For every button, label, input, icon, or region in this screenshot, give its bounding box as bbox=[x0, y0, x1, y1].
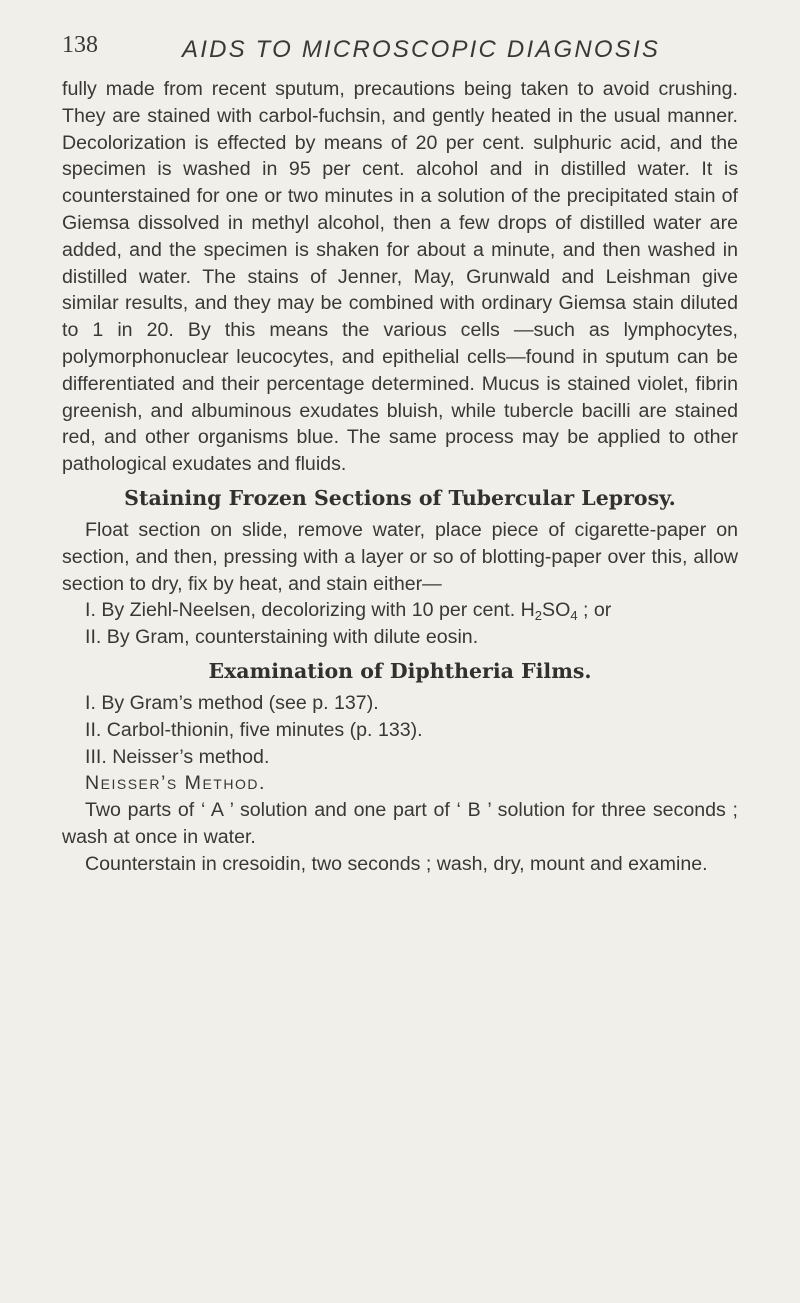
diphtheria-item-2: II. Carbol-thionin, five minutes (p. 133). bbox=[85, 718, 423, 741]
leprosy-item-1 bbox=[62, 597, 738, 624]
formula-sub-4: 4 bbox=[570, 608, 578, 624]
leprosy-item-1-text: I. By Ziehl-Neelsen, decolorizing with 10 per cent. H bbox=[85, 599, 535, 622]
leprosy-paragraph: Float section on slide, remove water, place piece of cigarette-paper on section, and then, pressing with a layer or so of blotting-paper over this, allow section to dry, fix by heat, and stain either— bbox=[62, 518, 738, 595]
diphtheria-heading: Examination of Diphtheria Films. bbox=[208, 658, 592, 683]
body-text bbox=[62, 76, 738, 878]
leprosy-item-2: II. By Gram, counterstaining with dilute eosin. bbox=[85, 626, 479, 649]
running-title: AIDS TO MICROSCOPIC DIAGNOSIS bbox=[182, 36, 661, 63]
page-number: 138 bbox=[62, 32, 98, 58]
intro-paragraph: fully made from recent sputum, precautions being taken to avoid crushing. They are stained with carbol-fuchsin, and gently heated in the usual manner. Decolorization is effected by means of 20 per cent. sulphuric acid, and the specimen is washed in 95 per cent. alcohol and in distilled water. It is counterstained for one or two minutes in a solution of the precipitated stain of Giemsa dissolved in methyl alcohol, then a few drops of distilled water are added, and the specimen is shaken for about a minute, and then washed in distilled water. The stains of Jenner, May, Grunwald and Leishman give similar results, and they may be combined with ordinary Giemsa stain diluted to 1 in 20. By this means the various cells —such as lymphocytes, polymorphonuclear leucocytes, and epithelial cells—found in sputum can be differentiated and their percentage determined. Mucus is stained violet, fibrin greenish, and albuminous exudates bluish, while tubercle bacilli are stained red, and other organisms blue. The same process may be applied to other pathological exudates and fluids. bbox=[62, 78, 738, 476]
diphtheria-item-1: I. By Gram’s method (see p. 137). bbox=[85, 691, 379, 714]
neisser-subheading: Neisser’s Method. bbox=[85, 772, 266, 795]
formula-so: SO bbox=[542, 599, 571, 622]
neisser-method-paragraph: Two parts of ‘ A ’ solution and one part of ‘ B ’ solution for three seconds ; wash at once in water. bbox=[62, 799, 738, 848]
page-header bbox=[62, 30, 762, 70]
counterstain-paragraph: Counterstain in cresoidin, two seconds ; wash, dry, mount and examine. bbox=[85, 852, 708, 875]
leprosy-item-1-suffix: ; or bbox=[577, 599, 612, 622]
diphtheria-item-3: III. Neisser’s method. bbox=[85, 745, 270, 768]
formula-sub-2: 2 bbox=[534, 608, 543, 624]
leprosy-heading: Staining Frozen Sections of Tubercular Leprosy. bbox=[124, 485, 676, 510]
